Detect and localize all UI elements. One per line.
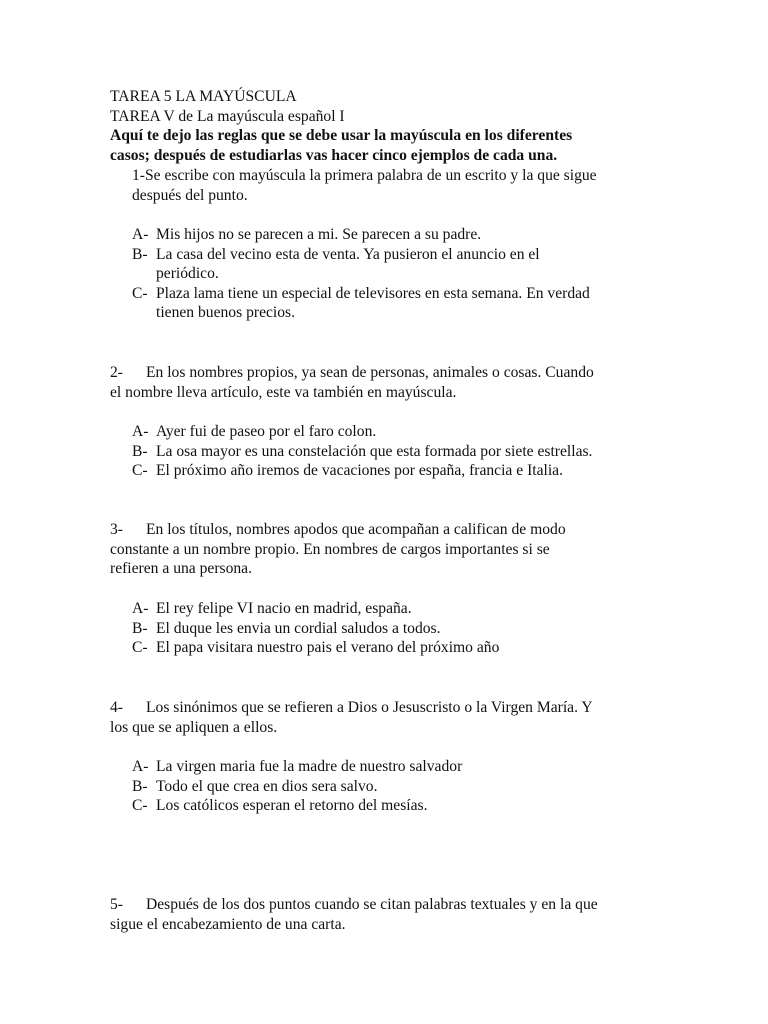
rule-2-text: En los nombres propios, ya sean de personas, animales o cosas. Cuando	[146, 364, 594, 381]
example-text: El próximo año iremos de vacaciones por españa, francia e Italia.	[156, 462, 563, 480]
rule-1-line-1: 1-Se escribe con mayúscula la primera palabra de un escrito y la que sigue	[132, 167, 597, 184]
document-subtitle: TAREA V de La mayúscula español I	[110, 107, 345, 125]
rule-3-line-3: refieren a una persona.	[110, 560, 252, 578]
example-item	[110, 777, 662, 797]
rule-number: 5-	[110, 896, 123, 913]
intro-line-2: casos; después de estudiarlas vas hacer cinco ejemplos de cada una.	[110, 146, 558, 164]
example-text: Plaza lama tiene un especial de televisores en esta semana. En verdad	[156, 284, 590, 302]
example-label: B-	[132, 619, 148, 637]
example-text: Ayer fui de paseo por el faro colon.	[156, 423, 377, 440]
example-item	[110, 599, 662, 619]
example-label: C-	[132, 284, 148, 302]
example-text: El duque les envia un cordial saludos a todos.	[156, 619, 441, 637]
rule-3-statement	[110, 520, 662, 579]
rule-1-statement	[110, 166, 662, 205]
rule-3-line-1	[110, 520, 662, 540]
example-label: B-	[132, 777, 148, 795]
example-text: Los católicos esperan el retorno del mesías.	[156, 797, 428, 815]
rule-4-statement	[110, 698, 662, 737]
document-title: TAREA 5 LA MAYÚSCULA	[110, 88, 297, 105]
example-text: Todo el que crea en dios sera salvo.	[156, 777, 378, 795]
rule-4-line-2: los que se apliquen a ellos.	[110, 718, 278, 736]
rule-number: 4-	[110, 699, 123, 716]
example-item	[110, 461, 662, 481]
example-item	[110, 442, 662, 462]
example-label: A-	[132, 423, 149, 440]
example-text: El rey felipe VI nacio en madrid, españa.	[156, 600, 412, 617]
example-label: A-	[132, 600, 149, 617]
rule-4-text: Los sinónimos que se refieren a Dios o Jesuscristo o la Virgen María. Y	[146, 699, 593, 716]
rule-1-line-2: después del punto.	[132, 186, 248, 204]
rule-3-examples	[110, 599, 662, 658]
example-item	[110, 245, 662, 284]
example-item	[110, 638, 662, 658]
rule-5-text: Después de los dos puntos cuando se citan palabras textuales y en la que	[146, 896, 598, 913]
intro-line-1: Aquí te dejo las reglas que se debe usar la mayúscula en los diferentes	[110, 127, 573, 145]
rule-3-text: En los títulos, nombres apodos que acompañan a califican de modo	[146, 521, 566, 538]
rule-2-line-1	[110, 363, 662, 383]
example-item	[110, 422, 662, 442]
rule-5-line-1	[110, 895, 662, 915]
example-label: B-	[132, 245, 148, 263]
rule-3-line-2: constante a un nombre propio. En nombres de cargos importantes si se	[110, 540, 550, 558]
example-label: A-	[132, 758, 149, 775]
rule-5-line-2: sigue el encabezamiento de una carta.	[110, 915, 346, 933]
example-text: La casa del vecino esta de venta. Ya pusieron el anuncio en el	[156, 245, 540, 263]
example-text: La virgen maria fue la madre de nuestro salvador	[156, 758, 463, 775]
rule-2-statement	[110, 363, 662, 402]
rule-2-examples	[110, 422, 662, 481]
rule-1-examples	[110, 225, 662, 323]
example-item	[110, 757, 662, 777]
example-text: Mis hijos no se parecen a mi. Se parecen a su padre.	[156, 226, 482, 243]
example-label: B-	[132, 442, 148, 460]
rule-4-examples	[110, 757, 662, 816]
example-text-continued: periódico.	[156, 265, 219, 283]
example-item	[110, 284, 662, 323]
rule-number: 2-	[110, 364, 123, 381]
example-item	[110, 619, 662, 639]
example-text: La osa mayor es una constelación que esta formada por siete estrellas.	[156, 442, 593, 460]
rule-5-statement	[110, 895, 662, 934]
example-label: C-	[132, 462, 148, 480]
example-label: C-	[132, 639, 148, 657]
example-label: C-	[132, 797, 148, 815]
document-header	[110, 87, 662, 165]
example-item	[110, 225, 662, 245]
example-text-continued: tienen buenos precios.	[156, 304, 296, 322]
example-text: El papa visitara nuestro pais el verano del próximo año	[156, 639, 500, 657]
example-item	[110, 796, 662, 816]
rule-4-line-1	[110, 698, 662, 718]
rule-2-line-2: el nombre lleva artículo, este va también en mayúscula.	[110, 383, 457, 401]
rule-number: 3-	[110, 521, 123, 538]
example-label: A-	[132, 226, 149, 243]
